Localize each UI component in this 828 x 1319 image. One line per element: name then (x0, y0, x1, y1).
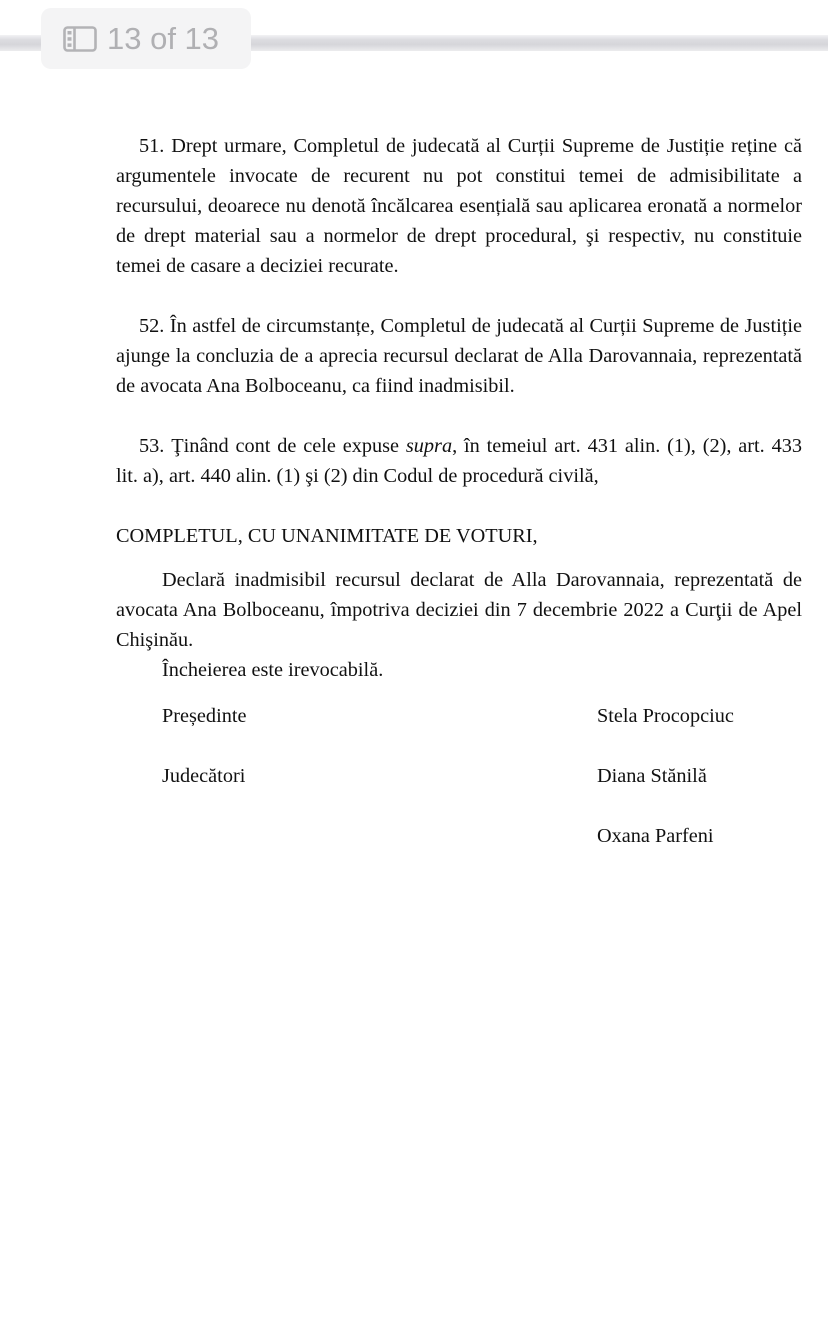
signature-role: Judecători (162, 765, 246, 787)
paragraph-number: 51. (139, 135, 165, 157)
paragraph-text: Ţinând cont de cele expuse (171, 435, 400, 457)
signature-name: Diana Stănilă (597, 765, 707, 787)
page-count-label: 13 of 13 (107, 20, 220, 56)
sidebar-icon[interactable] (63, 26, 97, 52)
signature-role: Președinte (162, 705, 247, 727)
paragraph-53 (116, 431, 802, 491)
signature-name: Stela Procopciuc (597, 705, 734, 727)
paragraph-text: Drept urmare, Completul de judecată al Curții Supreme de Justiție reține că argumentele invocate de recurent nu pot constitui temei de admisibilitate a recursului, deoarece nu denotă încălcarea esențială sau aplicarea eronată a normelor de drept material sau a normelor de drept procedural, şi respectiv, nu constituie temei de casare a deciziei recurate. (116, 135, 802, 277)
paragraph-number: 52. (139, 315, 165, 337)
document-page (116, 131, 802, 851)
paragraph-text: , în temeiul art. 431 alin. (1), (2), art. 433 lit. a), art. 440 alin. (1) şi (2) din Codul de procedură civilă, (116, 435, 802, 487)
paragraph-text: În astfel de circumstanțe, Completul de judecată al Curții Supreme de Justiție ajunge la concluzia de a aprecia recursul declarat de Alla Darovannaia, reprezentată de avocata Ana Bolboceanu, ca fiind inadmisibil. (116, 315, 802, 397)
paragraph-52 (116, 311, 802, 401)
signature-row (116, 761, 802, 791)
ruling-heading: COMPLETUL, CU UNANIMITATE DE VOTURI, (116, 525, 538, 547)
signature-row (116, 701, 802, 731)
signature-name: Oxana Parfeni (597, 825, 714, 847)
signature-block (116, 701, 802, 851)
page-indicator[interactable] (41, 8, 251, 69)
signature-row (116, 821, 802, 851)
paragraph-italic-text: supra (405, 435, 453, 457)
paragraph-number: 53. (139, 435, 165, 457)
ruling-text: Declară inadmisibil recursul declarat de Alla Darovannaia, reprezentată de avocata Ana Bolboceanu, împotriva deciziei din 7 decembrie 2022 a Curţii de Apel Chişinău. (116, 569, 802, 651)
paragraph-51 (116, 131, 802, 281)
closing-statement: Încheierea este irevocabilă. (162, 659, 384, 681)
